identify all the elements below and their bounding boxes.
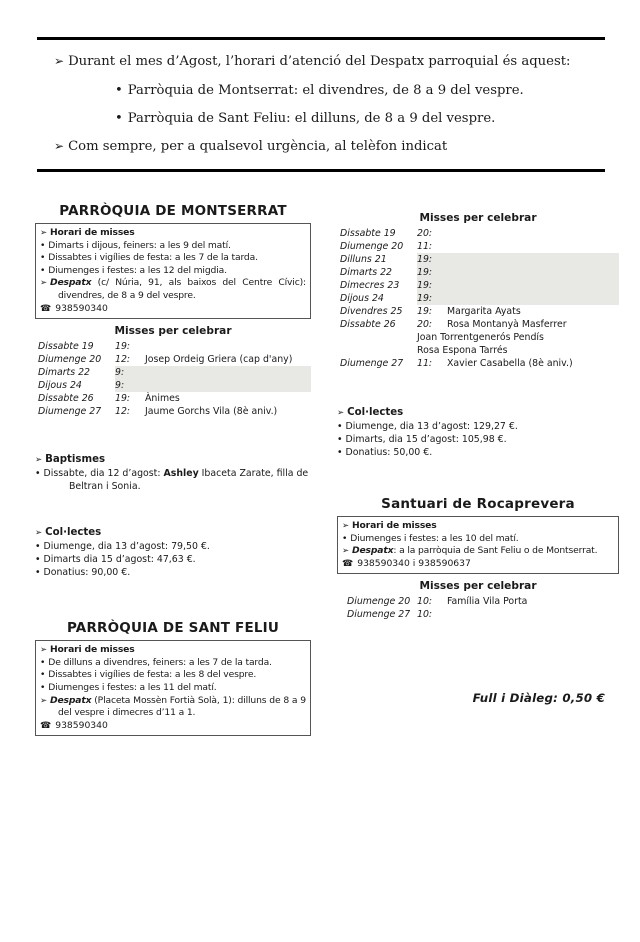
right-column <box>337 203 619 705</box>
schedule-item <box>40 252 306 265</box>
parish-title-rocaprevera: Santuari de Rocaprevera <box>381 496 575 512</box>
collectes-text: Diumenge, dia 13 d’agost: 79,50 €. <box>43 541 210 553</box>
mass-name: Família Vila Porta <box>447 596 528 608</box>
baptismes-pre: Dissabte, dia 12 d’agost: <box>43 468 164 480</box>
collectes-item <box>337 446 619 459</box>
collectes-list <box>35 540 311 579</box>
mass-time: 12: <box>115 406 131 418</box>
mass-name: Margarita Ayats <box>447 306 521 317</box>
santfeliu-horari-box <box>35 640 311 736</box>
notice-text: Parròquia de Montserrat: el divendres, de 8 a 9 del vespre. <box>127 83 524 98</box>
misses-heading-montserrat: Misses per celebrar <box>114 325 232 338</box>
collectes-heading-text: Col·lectes <box>347 407 404 418</box>
notice-bullet-montserrat <box>115 82 605 99</box>
bullet-icon: • <box>40 239 46 251</box>
collectes-section-santfeliu <box>337 406 619 459</box>
bullet-icon: • <box>40 264 46 276</box>
mass-cell <box>417 331 619 344</box>
mass-day: Dissabte 19 <box>340 228 396 239</box>
mass-cell <box>417 266 619 279</box>
schedule-item <box>40 265 306 278</box>
mass-row <box>337 595 619 608</box>
despatx-text: : a la parròquia de Sant Feliu o de Montserrat. <box>393 545 598 557</box>
schedule-text: Diumenges i festes: a les 12 del migdia. <box>48 264 227 276</box>
mass-time: 12: <box>115 354 131 366</box>
phone-icon: ☎ <box>40 303 52 314</box>
collectes-text: Donatius: 50,00 €. <box>345 447 433 458</box>
baptismes-section <box>35 453 311 493</box>
schedule-list <box>40 240 306 278</box>
mass-day: Diumenge 20 <box>340 241 404 252</box>
phone-number: 938590340 <box>55 302 108 314</box>
collectes-item <box>337 433 619 446</box>
mass-cell <box>417 318 619 331</box>
arrow-icon: ➢ <box>40 645 47 656</box>
bullet-icon: • <box>40 669 46 681</box>
box-heading-text: Horari de misses <box>351 520 437 531</box>
mass-time: 10: <box>417 609 433 621</box>
mass-cell <box>417 240 619 253</box>
collectes-text: Donatius: 90,00 €. <box>43 567 131 579</box>
mass-cell <box>417 279 619 292</box>
misses-table-rocaprevera <box>337 595 619 621</box>
arrow-icon: ➢ <box>35 528 43 539</box>
mass-name: Joan Torrentgenerós Pendís <box>417 332 544 343</box>
mass-cell <box>115 379 311 392</box>
mass-cell <box>417 357 619 370</box>
bullet-icon: • <box>337 421 343 432</box>
mass-time: 19: <box>417 306 433 317</box>
phone-line <box>342 558 614 571</box>
mass-row <box>337 318 619 331</box>
mass-row <box>337 344 619 357</box>
mass-row <box>337 279 619 292</box>
mass-cell <box>115 340 311 353</box>
rocaprevera-horari-box <box>337 516 619 574</box>
mass-time: 19: <box>417 267 433 278</box>
despatx-line <box>40 695 306 720</box>
bullet-icon: • <box>40 252 46 264</box>
mass-day: Diumenge 20 <box>347 596 411 608</box>
columns <box>35 203 640 736</box>
mass-time: 11: <box>417 241 433 252</box>
misses-table-montserrat <box>35 340 311 418</box>
arrow-icon: ➢ <box>54 139 65 153</box>
mass-name: Rosa Montanyà Masferrer <box>447 319 567 330</box>
mass-time: 11: <box>417 358 433 369</box>
bullet-icon: • <box>40 656 46 668</box>
mass-time: 10: <box>417 596 433 608</box>
arrow-icon: ➢ <box>337 408 345 418</box>
mass-day: Divendres 25 <box>340 306 403 317</box>
mass-row <box>35 340 311 353</box>
parish-title-santfeliu: PARRÒQUIA DE SANT FELIU <box>66 620 280 637</box>
schedule-item <box>342 533 614 546</box>
mass-name: Rosa Espona Tarrés <box>417 345 508 356</box>
notice-block <box>37 37 605 172</box>
schedule-list <box>40 657 306 695</box>
schedule-text: Dissabtes i vigílies de festa: a les 8 del vespre. <box>48 669 257 681</box>
mass-cell <box>417 292 619 305</box>
mass-row <box>337 292 619 305</box>
mass-time: 19: <box>417 254 433 265</box>
despatx-label: Despatx <box>351 545 394 557</box>
mass-time: 19: <box>417 280 433 291</box>
bullet-icon: • <box>337 434 343 445</box>
phone-number: 938590340 i 938590637 <box>357 557 471 569</box>
notice-line-urgencia <box>54 138 605 155</box>
mass-cell <box>417 344 619 357</box>
schedule-item <box>40 682 306 695</box>
mass-time: 19: <box>417 293 433 304</box>
mass-row <box>337 357 619 370</box>
box-heading <box>40 227 306 240</box>
schedule-text: Dimarts i dijous, feiners: a les 9 del matí. <box>48 239 231 251</box>
mass-row <box>337 227 619 240</box>
mass-cell <box>115 353 311 366</box>
collectes-item <box>35 566 311 579</box>
box-heading-text: Horari de misses <box>49 644 135 656</box>
mass-name: Xavier Casabella (8è aniv.) <box>447 358 573 369</box>
mass-day: Dimecres 23 <box>340 280 400 291</box>
arrow-icon: ➢ <box>342 546 349 557</box>
baptismes-entry <box>35 467 311 493</box>
mass-time: 19: <box>115 341 131 353</box>
collectes-item <box>337 420 619 433</box>
collectes-item <box>35 553 311 566</box>
page <box>0 37 640 736</box>
despatx-line <box>342 545 614 558</box>
despatx-text: (c/ Núria, 91, als baixos del Centre Cívic): divendres, de 8 a 9 del vespre. <box>58 277 306 301</box>
schedule-list <box>342 533 614 546</box>
mass-row <box>35 392 311 405</box>
box-heading <box>40 644 306 657</box>
collectes-list <box>337 420 619 459</box>
bullet-icon: • <box>337 447 343 458</box>
mass-row <box>35 353 311 366</box>
collectes-heading <box>337 406 619 420</box>
notice-line-despatx <box>54 53 605 70</box>
mass-cell <box>417 227 619 240</box>
notice-text: Com sempre, per a qualsevol urgència, al telèfon indicat <box>68 139 448 154</box>
montserrat-horari-box <box>35 223 311 319</box>
mass-day: Diumenge 27 <box>340 358 404 369</box>
mass-day: Dimarts 22 <box>38 367 91 379</box>
schedule-text: De dilluns a divendres, feiners: a les 7 de la tarda. <box>48 656 272 668</box>
mass-row <box>337 331 619 344</box>
mass-row <box>337 253 619 266</box>
mass-cell <box>417 253 619 266</box>
mass-day: Diumenge 20 <box>38 354 102 366</box>
mass-time: 9: <box>115 367 125 379</box>
mass-time: 9: <box>115 380 125 392</box>
schedule-text: Diumenges i festes: a les 10 del matí. <box>350 532 519 544</box>
schedule-item <box>40 240 306 253</box>
despatx-text: (Placeta Mossèn Fortià Solà, 1): dilluns de 8 a 9 del vespre i dimecres d’11 a 1. <box>58 694 306 719</box>
collectes-section-montserrat <box>35 526 311 579</box>
mass-cell <box>115 405 311 418</box>
box-heading-text: Horari de misses <box>49 227 135 238</box>
baptismes-post: Ibaceta Zarate, filla de Beltran i Sonia. <box>69 468 309 493</box>
mass-row <box>337 608 619 621</box>
despatx-label: Despatx <box>49 277 92 289</box>
phone-icon: ☎ <box>342 558 354 569</box>
mass-row <box>35 379 311 392</box>
bullet-icon: • <box>40 681 46 693</box>
left-column <box>35 203 311 736</box>
mass-row <box>337 240 619 253</box>
mass-cell <box>417 608 619 621</box>
arrow-icon: ➢ <box>40 228 47 238</box>
mass-day: Dijous 24 <box>340 293 384 304</box>
misses-heading-santfeliu: Misses per celebrar <box>419 212 537 224</box>
mass-time: 20: <box>417 228 433 239</box>
box-heading <box>342 520 614 533</box>
bullet-icon: • <box>115 83 123 98</box>
mass-cell <box>115 392 311 405</box>
mass-day: Dimarts 22 <box>340 267 393 278</box>
schedule-text: Dissabtes i vigílies de festa: a les 7 de la tarda. <box>48 252 258 264</box>
phone-line <box>40 303 306 316</box>
schedule-item <box>40 669 306 682</box>
bullet-icon: • <box>35 554 41 566</box>
notice-text: Parròquia de Sant Feliu: el dilluns, de 8 a 9 del vespre. <box>127 111 496 126</box>
mass-row <box>337 305 619 318</box>
misses-table-santfeliu <box>337 227 619 370</box>
mass-day: Dissabte 26 <box>38 393 94 405</box>
phone-line <box>40 720 306 733</box>
despatx-label: Despatx <box>49 694 92 706</box>
phone-icon: ☎ <box>40 720 52 731</box>
mass-day <box>337 331 417 344</box>
mass-day: Dilluns 21 <box>340 254 387 265</box>
mass-name: Josep Ordeig Griera (cap d'any) <box>145 354 293 366</box>
bullet-icon: • <box>115 111 123 126</box>
mass-row <box>35 366 311 379</box>
collectes-text: Dimarts dia 15 d’agost: 47,63 €. <box>43 554 196 566</box>
mass-row <box>35 405 311 418</box>
mass-day: Diumenge 27 <box>38 406 102 418</box>
schedule-item <box>40 657 306 670</box>
arrow-icon: ➢ <box>342 521 349 531</box>
arrow-icon: ➢ <box>35 455 43 466</box>
collectes-text: Dimarts, dia 15 d’agost: 105,98 €. <box>345 434 507 445</box>
bullet-icon: • <box>35 567 41 579</box>
arrow-icon: ➢ <box>40 278 47 289</box>
baptismes-heading-text: Baptismes <box>45 454 106 466</box>
mass-cell <box>417 595 619 608</box>
mass-cell <box>417 305 619 318</box>
bullet-icon: • <box>35 468 41 480</box>
arrow-icon: ➢ <box>40 695 47 706</box>
mass-name: Jaume Gorchs Vila (8è aniv.) <box>145 406 278 418</box>
misses-heading-rocaprevera: Misses per celebrar <box>419 580 537 593</box>
collectes-heading-text: Col·lectes <box>45 527 102 539</box>
baptismes-heading <box>35 453 311 467</box>
mass-day: Diumenge 27 <box>347 609 411 621</box>
mass-day <box>337 344 417 357</box>
mass-day: Dissabte 26 <box>340 319 396 330</box>
mass-row <box>337 266 619 279</box>
baptismes-name: Ashley <box>163 468 199 480</box>
collectes-text: Diumenge, dia 13 d’agost: 129,27 €. <box>345 421 518 432</box>
mass-time: 19: <box>115 393 131 405</box>
arrow-icon: ➢ <box>54 54 65 68</box>
despatx-line <box>40 277 306 302</box>
mass-day: Dijous 24 <box>38 380 82 392</box>
collectes-heading <box>35 526 311 540</box>
mass-day: Dissabte 19 <box>38 341 94 353</box>
mass-name: Ànimes <box>145 393 180 405</box>
mass-cell <box>115 366 311 379</box>
notice-text: Durant el mes d’Agost, l’horari d’atenció del Despatx parroquial és aquest: <box>68 54 571 69</box>
bullet-icon: • <box>342 532 348 544</box>
collectes-item <box>35 540 311 553</box>
schedule-text: Diumenges i festes: a les 11 del matí. <box>48 681 217 693</box>
notice-bullet-santfeliu <box>115 110 605 127</box>
mass-time: 20: <box>417 319 433 330</box>
price-note: Full i Diàleg: 0,50 € <box>472 691 605 706</box>
bullet-icon: • <box>35 541 41 553</box>
parish-title-montserrat: PARRÒQUIA DE MONTSERRAT <box>59 203 287 219</box>
phone-number: 938590340 <box>55 719 108 731</box>
